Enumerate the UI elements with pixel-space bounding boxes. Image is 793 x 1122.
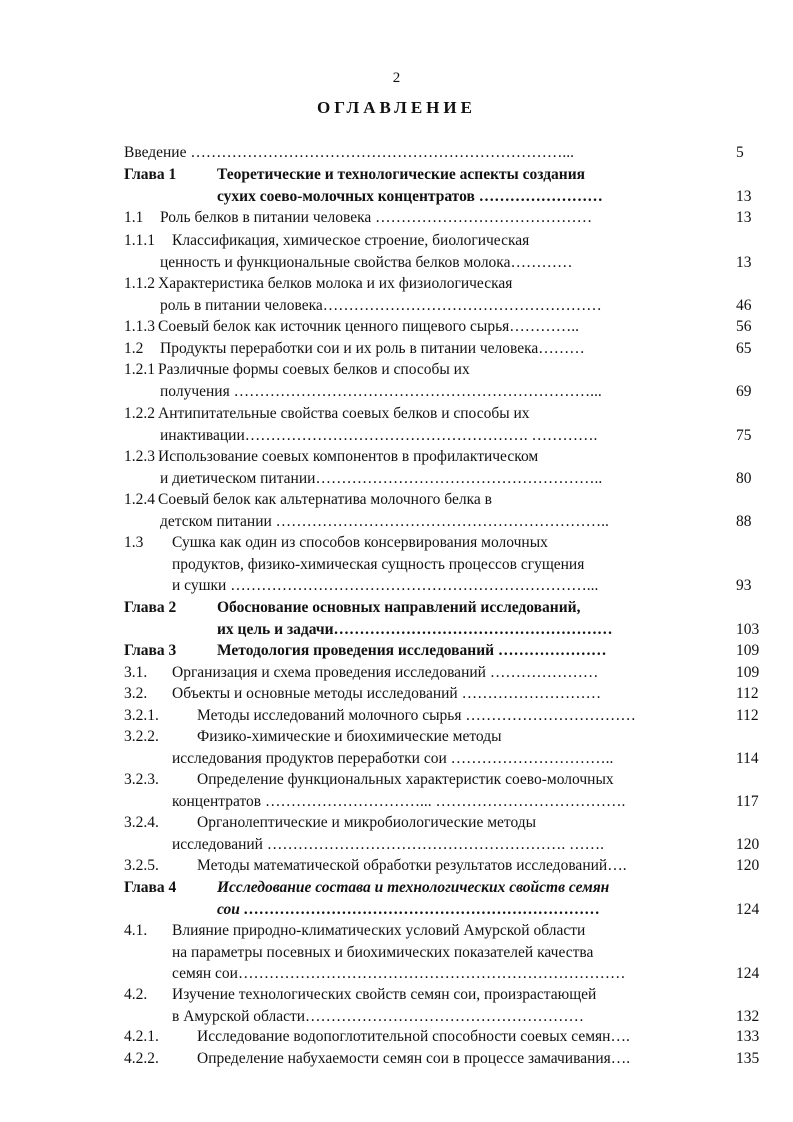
toc-entry-title: Изучение технологических свойств семян сои, произрастающей [172,986,597,1003]
toc-entry-line [0,597,793,619]
toc-entry-line [0,963,793,985]
toc-entry-page: 13 [736,209,752,226]
toc-entry-title: Характеристика белков молока и их физиологическая [158,275,513,292]
toc-entry-line [0,791,793,813]
toc-entry-page: 133 [736,1028,760,1045]
toc-entry-title: Соевый белок как альтернатива молочного белка в [158,491,492,508]
toc-entry-title: Обоснование основных направлений исследований, [217,599,581,616]
toc-entry-title: и сушки ……………………………………………………………... [172,577,599,594]
toc-entry-number: 1.1 [124,209,144,226]
toc-entry-title: их цель и задачи……………………………………………… [217,620,613,638]
toc-entry-title: в Амурской области……………………………………………… [172,1007,585,1025]
toc-entry-line [0,726,793,748]
toc-entry-number: 1.2.3 [124,448,155,465]
toc-entry-title: сои …………………………………………………………… [217,900,601,918]
toc-entry-title: Физико-химические и биохимические методы [197,728,502,745]
toc-entry-title: продуктов, физико-химическая сущность процессов сгущения [172,555,585,573]
toc-entry-line [0,164,793,186]
toc-entry-number: 3.2. [124,685,148,702]
toc-entry-title: Различные формы соевых белков и способы их [158,361,470,378]
toc-entry-page: 88 [736,512,752,530]
toc-entry-number: 4.2.2. [124,1050,159,1067]
toc-entry-line [0,207,793,229]
toc-entry-line [0,359,793,381]
toc-entry-page: 120 [736,857,760,874]
toc-entry-title: Введение ………………………………………………………………... [124,144,574,161]
toc-entry-title: Исследование водопоглотительной способности соевых семян…. [197,1028,630,1045]
toc-entry-line [0,425,793,447]
toc-entry-page: 120 [736,835,760,853]
toc-entry-title: семян сои………………………………………………………………… [172,965,626,982]
toc-entry-title: исследования продуктов переработки сои ………………………….. [172,749,614,767]
toc-entry-title: Методы математической обработки результатов исследований…. [197,857,627,874]
toc-entry-page: 56 [736,318,752,335]
page-title: ОГЛАВЛЕНИЕ [317,98,476,117]
toc-entry-title: Продукты переработки сои и их роль в питании человека……… [160,340,585,357]
toc-entry-line [0,640,793,662]
toc-entry-title: Методы исследований молочного сырья …………………………… [197,707,636,724]
toc-entry-line [0,338,793,360]
toc-entry-line [0,142,793,164]
toc-entry-title: детском питании ……………………………………………………….. [160,512,609,530]
toc-entry-line [0,273,793,295]
toc-entry-title: Исследование состава и технологических свойств семян [217,879,610,896]
toc-entry-number: 3.2.2. [124,728,159,745]
toc-entry-title: Определение функциональных характеристик соево-молочных [197,771,614,788]
toc-entry-number: 1.2.1 [124,361,155,378]
toc-entry-number: Глава 2 [124,599,177,616]
toc-entry-number: 3.2.3. [124,771,159,788]
toc-entry-line [0,877,793,899]
toc-entry-line [0,1026,793,1048]
toc-entry-number: 3.2.4. [124,814,159,831]
toc-entry-line [0,295,793,317]
toc-entry-title: Методология проведения исследований ………………… [217,642,607,659]
toc-entry-line [0,683,793,705]
toc-entry-title: Использование соевых компонентов в профилактическом [158,448,539,465]
toc-entry-title: Органолептические и микробиологические методы [197,814,537,831]
toc-entry-line [0,230,793,252]
toc-entry-line [0,511,793,533]
toc-entry-number: 4.2. [124,986,148,1003]
toc-entry-title: инактивации………………………………………………. …………. [160,426,598,444]
toc-entry-number: Глава 4 [124,879,177,896]
toc-entry-title: Сушка как один из способов консервирования молочных [172,534,548,551]
toc-entry-number: 3.1. [124,664,148,681]
toc-entry-title: на параметры посевных и биохимических показателей качества [172,943,594,961]
toc-entry-page: 69 [736,382,752,400]
toc-entry-title: роль в питании человека……………………………………………… [160,296,602,314]
toc-entry-line [0,1006,793,1028]
toc-entry-line [0,748,793,770]
toc-entry-page: 13 [736,253,752,271]
toc-entry-line [0,662,793,684]
toc-entry-number: 4.2.1. [124,1028,159,1045]
toc-entry-number: 1.2.4 [124,491,155,508]
toc-entry-line [0,855,793,877]
toc-entry-line [0,920,793,942]
toc-entry-number: Глава 3 [124,642,177,659]
toc-entry-number: 1.3 [124,534,144,551]
toc-entry-page: 117 [736,792,759,810]
toc-entry-title: Влияние природно-климатических условий Амурской области [172,922,586,939]
toc-entry-line [0,489,793,511]
toc-entry-title: и диетическом питании……………………………………………….. [160,469,603,487]
toc-entry-page: 124 [736,900,760,918]
toc-entry-line [0,834,793,856]
toc-entry-number: 1.1.1 [124,232,155,249]
toc-entry-number: 1.1.3 [124,318,155,335]
toc-entry-page: 112 [736,685,759,702]
toc-entry-number: 3.2.5. [124,857,159,874]
toc-entry-number: 1.2.2 [124,405,155,422]
toc-entry-line [0,468,793,490]
toc-entry-page: 75 [736,426,752,444]
toc-entry-title: исследований …………………………………………………. ……. [172,835,604,853]
toc-entry-page: 135 [736,1050,760,1067]
toc-entry-page: 112 [736,707,759,724]
toc-entry-title: Антипитательные свойства соевых белков и способы их [158,405,530,422]
toc-entry-title: концентратов …………………………... ………………………………. [172,792,626,810]
toc-entry-page: 5 [736,144,744,161]
toc-entry-line [0,1048,793,1070]
toc-entry-line [0,252,793,274]
toc-entry-title: Организация и схема проведения исследований ………………… [172,664,599,681]
toc-entry-number: 4.1. [124,922,148,939]
toc-entry-line [0,705,793,727]
toc-entry-line [0,942,793,964]
toc-entry-line [0,186,793,208]
toc-entry-title: Объекты и основные методы исследований ……………………… [172,685,602,702]
toc-entry-line [0,812,793,834]
toc-entry-line [0,403,793,425]
toc-entry-number: Глава 1 [124,166,177,183]
toc-entry-page: 109 [736,664,760,681]
toc-entry-line [0,619,793,641]
toc-entry-title: Роль белков в питании человека …………………………………… [160,209,593,226]
toc-entry-line [0,381,793,403]
toc-entry-title: сухих соево-молочных концентратов …………………… [217,187,603,205]
toc-entry-title: ценность и функциональные свойства белков молока………… [160,253,573,271]
toc-entry-page: 103 [736,620,760,638]
toc-entry-page: 80 [736,469,752,487]
toc-entry-line [0,984,793,1006]
toc-entry-title: Соевый белок как источник ценного пищевого сырья………….. [158,318,580,335]
toc-entry-title: Классификация, химическое строение, биологическая [172,232,530,249]
toc-entry-page: 124 [736,965,760,982]
toc-entry-page: 93 [736,577,752,594]
toc-entry-title: получения ……………………………………………………………... [160,382,602,400]
toc-entry-page: 114 [736,749,759,767]
toc-entry-line [0,532,793,554]
toc-entry-page: 109 [736,642,760,659]
toc-entry-line [0,316,793,338]
page-number: 2 [392,70,401,86]
toc-entry-page: 132 [736,1007,760,1025]
toc-entry-page: 46 [736,296,752,314]
toc-entry-line [0,446,793,468]
toc-entry-line [0,575,793,597]
toc-entry-page: 65 [736,340,752,357]
toc-entry-number: 1.1.2 [124,275,155,292]
toc-entry-number: 1.2 [124,340,144,357]
toc-entry-page: 13 [736,187,752,205]
toc-entry-line [0,769,793,791]
toc-entry-title: Определение набухаемости семян сои в процессе замачивания…. [197,1050,631,1067]
toc-entry-title: Теоретические и технологические аспекты создания [217,166,586,183]
toc-entry-line [0,554,793,576]
toc-entry-number: 3.2.1. [124,707,159,724]
toc-entry-line [0,899,793,921]
